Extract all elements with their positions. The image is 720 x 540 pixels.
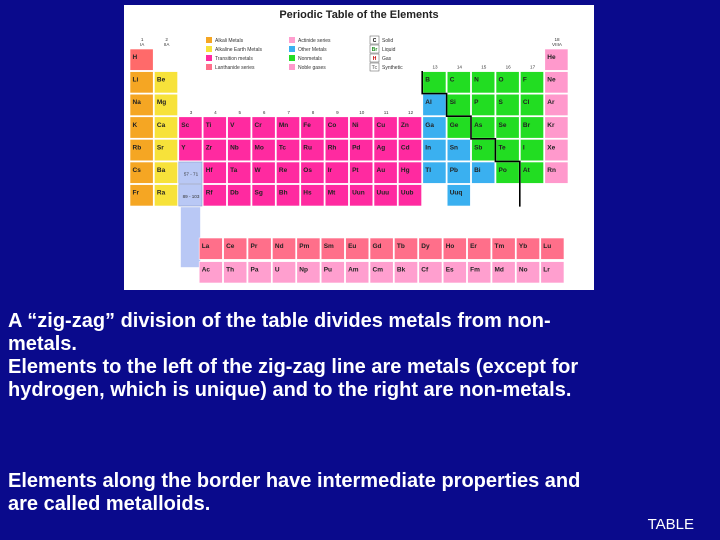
element-symbol: C [449,76,455,84]
element-cell-tc [276,139,299,160]
element-cell-uuq [447,185,470,206]
element-cell-hs [301,185,324,206]
element-cell-he [545,49,568,70]
element-symbol: Tm [494,243,505,250]
element-symbol: Tb [396,243,405,250]
figure-title: Periodic Table of the Elements [279,9,439,21]
element-symbol: Pm [299,243,310,250]
legend-label: Transition metals [215,56,253,62]
element-symbol: Ac [201,266,211,274]
element-symbol: Ge [449,121,459,129]
element-cell-ge [447,117,470,138]
element-cell-se [496,117,519,138]
element-symbol: Rn [547,167,556,174]
element-cell-nd [272,238,295,259]
group-number: 17 [530,64,536,70]
element-symbol: Eu [348,243,357,250]
element-cell-er [468,238,491,259]
element-cell-sb [472,139,495,160]
element-symbol: Md [494,266,504,274]
element-symbol: Hs [303,189,312,197]
element-symbol: Zr [205,144,213,152]
element-cell-ga [423,117,446,138]
element-cell-ta [228,162,251,183]
element-symbol: Ra [156,189,166,197]
element-symbol: W [254,167,261,174]
element-cell-es [443,262,466,283]
group-number: 11 [383,109,389,115]
legend-swatch [289,37,295,43]
intro-line-1: A “zig-zag” division of the table divides metals from non- [8,310,551,332]
element-cell-v [228,117,251,138]
element-symbol: Uuq [449,189,463,197]
element-symbol: At [522,167,530,174]
group-number: 10 [359,109,365,115]
element-cell-db [228,185,251,206]
element-cell-mt [325,185,348,206]
element-symbol: Se [498,121,507,129]
element-symbol: Mg [156,99,167,107]
element-symbol: Po [498,167,507,174]
element-cell-ne [545,72,568,93]
element-symbol: As [474,121,483,129]
element-cell-pr [248,238,271,259]
group-number: 18 [554,37,560,42]
legend-label: Gas [382,56,392,62]
element-cell-al [423,94,446,115]
element-cell-pd [350,139,373,160]
legend-state-code: Br [371,47,378,53]
element-symbol: Rf [205,189,213,197]
element-cell-tl [423,162,446,183]
element-symbol: Ru [303,144,312,152]
element-symbol: Pt [352,167,359,174]
legend-label: Actinide series [298,38,331,44]
element-symbol: Lu [543,243,552,250]
element-cell-pu [321,262,344,283]
metalloid-line-2: are called metalloids. [8,493,211,515]
element-cell-na [130,94,153,115]
element-symbol: Gd [372,243,382,250]
group-number: 13 [432,64,438,70]
element-cell-br [520,117,543,138]
element-symbol: Sn [449,144,459,152]
element-symbol: Lr [543,266,550,274]
element-cell-li [130,72,153,93]
group-number: 1 [140,37,144,42]
intro-paragraph [8,310,713,402]
element-cell-pm [297,238,320,259]
legend-swatch [206,46,212,52]
element-symbol: Cl [522,99,530,107]
group-number: 5 [238,109,242,115]
intro-line-2: metals. [8,333,77,355]
element-cell-te [496,139,519,160]
group-number: 2 [165,37,168,42]
element-cell-cr [252,117,275,138]
element-cell-pt [350,162,373,183]
element-cell-os [301,162,324,183]
element-cell-dy [419,238,442,259]
element-symbol: Re [278,167,288,174]
element-cell-rh [325,139,348,160]
intro-line-4: hydrogen, which is unique) and to the right are non-metals. [8,379,572,401]
element-cell-f [520,72,543,93]
element-symbol: He [547,54,556,61]
element-cell-rf [203,185,226,206]
element-cell-be [154,72,177,93]
series-connector [181,207,200,267]
element-symbol: Mn [278,121,289,129]
metalloid-paragraph [8,470,713,516]
legend-label: Nonmetals [298,56,322,62]
group-number: 3 [189,109,193,115]
element-symbol: Cm [372,266,383,274]
legend-state-code: H [372,56,377,62]
element-cell-w [252,162,275,183]
element-cell-tm [492,238,515,259]
element-cell-gd [370,238,393,259]
element-cell-at [520,162,543,183]
element-symbol: Ag [376,144,386,152]
element-symbol: I [522,144,525,152]
element-cell-am [346,262,369,283]
element-cell-s [496,94,519,115]
element-cell-p [472,94,495,115]
element-symbol: Ta [230,167,238,174]
periodic-table-image [124,5,594,290]
element-symbol: Os [303,167,312,174]
legend-state-code: Tc [371,65,378,71]
element-cell-hf [203,162,226,183]
element-cell-lr [541,262,564,283]
element-cell-mo [252,139,275,160]
element-cell-o [496,72,519,93]
group-number: 7 [287,109,290,115]
element-cell-uuu [374,185,397,206]
element-cell-bk [394,262,417,283]
element-symbol: Ar [547,99,555,107]
element-symbol: Uun [352,189,365,197]
element-cell-u [272,262,295,283]
element-symbol: Am [348,266,359,274]
element-cell-fr [130,185,153,206]
element-cell-kr [545,117,568,138]
element-cell-xe [545,139,568,160]
element-cell-ir [325,162,348,183]
group-number: 9 [336,109,339,115]
element-cell-pa [248,262,271,283]
element-cell-co [325,117,348,138]
element-symbol: Zn [400,121,409,129]
element-cell-ar [545,94,568,115]
element-cell-b [423,72,446,93]
element-symbol: V [230,121,235,129]
element-symbol: Cu [376,121,386,129]
element-cell-au [374,162,397,183]
legend-label: Solid [382,38,394,44]
element-symbol: Au [376,167,386,174]
legend-label: Alkali Metals [215,38,244,44]
element-symbol: Ni [352,121,359,129]
element-symbol: Sg [254,189,263,197]
element-symbol: Bk [396,266,406,274]
element-symbol: Dy [421,243,430,250]
element-cell-ag [374,139,397,160]
element-cell-sn [447,139,470,160]
element-symbol: Pd [352,144,361,152]
element-symbol: Ga [425,121,434,129]
legend-swatch [206,37,212,43]
group-number: 4 [214,109,217,115]
element-cell-uub [398,185,421,206]
element-symbol: Sc [181,121,190,129]
element-symbol: Sm [323,243,334,250]
element-symbol: Th [226,266,235,274]
element-symbol: Y [181,144,186,152]
element-symbol: F [522,76,527,84]
periodic-table-graphic [124,5,594,290]
element-symbol: S [498,99,503,107]
group-number: 14 [456,64,462,70]
element-symbol: Bi [474,167,481,174]
group-number: 8 [311,109,315,115]
element-cell-ac [199,262,222,283]
element-symbol: Li [132,76,139,84]
element-symbol: Na [132,99,141,107]
legend-swatch [206,64,212,70]
element-cell-np [297,262,320,283]
legend-swatch [289,64,295,70]
group-roman: IA [140,42,145,47]
element-cell-fe [301,117,324,138]
element-cell-cm [370,262,393,283]
element-symbol: O [498,76,504,84]
element-cell-zn [398,117,421,138]
legend-label: Liquid [382,47,396,53]
element-symbol: Cs [132,167,141,174]
element-cell-pb [447,162,470,183]
element-symbol: Tc [278,144,287,152]
element-symbol: Xe [547,144,556,152]
group-number: 15 [481,64,487,70]
element-cell-tb [394,238,417,259]
element-cell-sc [179,117,202,138]
element-symbol: Ba [156,167,166,174]
element-symbol: Db [230,189,239,197]
element-cell-re [276,162,299,183]
element-cell-po [496,162,519,183]
element-cell-eu [346,238,369,259]
element-symbol: K [132,121,138,129]
element-symbol: Cd [400,144,410,152]
element-cell-sm [321,238,344,259]
element-cell-la [199,238,222,259]
element-symbol: Fe [303,121,311,129]
element-cell-uun [350,185,373,206]
element-symbol: Nd [274,243,284,250]
legend-label: Synthetic [382,65,403,71]
group-number: 6 [262,109,266,115]
element-cell-ca [154,117,177,138]
element-cell-md [492,262,515,283]
element-symbol: Tl [425,167,432,174]
legend-label: Lanthanide series [215,65,255,71]
element-cell-ce [224,238,247,259]
element-cell-cf [419,262,442,283]
element-symbol: P [474,99,479,107]
element-symbol: Rb [132,144,142,152]
element-cell-c [447,72,470,93]
element-cell-rn [545,162,568,183]
element-cell-hg [398,162,421,183]
element-cell-cs [130,162,153,183]
element-cell-nb [228,139,251,160]
element-cell-sr [154,139,177,160]
element-cell-bh [276,185,299,206]
element-cell-mg [154,94,177,115]
element-cell-rb [130,139,153,160]
element-cell-lu [541,238,564,259]
group-roman: VIIIA [552,42,562,47]
element-symbol: Ca [156,121,166,129]
element-cell-ho [443,238,466,259]
legend-swatch [206,55,212,61]
element-cell-si [447,94,470,115]
element-symbol: Yb [518,243,528,250]
element-cell-i [520,139,543,160]
element-symbol: Si [449,99,456,107]
element-cell-cu [374,117,397,138]
element-symbol: N [474,76,479,84]
element-symbol: Ho [445,243,455,250]
legend-label: Other Metals [298,47,327,53]
element-cell-cl [520,94,543,115]
element-symbol: Fr [132,189,139,197]
element-cell-n [472,72,495,93]
element-symbol: Co [327,121,337,129]
element-cell-zr [203,139,226,160]
element-symbol: H [132,54,138,61]
element-cell-ra [154,185,177,206]
element-symbol: Uuu [376,189,390,197]
element-symbol: Te [498,144,506,152]
element-symbol: Mt [327,189,336,197]
element-symbol: Hf [205,167,213,174]
element-symbol: Mo [254,144,264,152]
group-number: 12 [408,109,414,115]
element-symbol: Nb [230,144,239,152]
element-cell-y [179,139,202,160]
element-cell-ba [154,162,177,183]
element-symbol: Rh [327,144,337,152]
element-cell-ti [203,117,226,138]
element-symbol: Er [470,243,477,250]
element-symbol: Es [445,266,454,274]
element-symbol: Hg [400,167,410,174]
element-symbol: Sb [474,144,483,152]
element-cell-fm [468,262,491,283]
legend-label: Noble gases [298,65,326,71]
element-cell-in [423,139,446,160]
table-link[interactable]: TABLE [647,516,694,533]
element-cell-bi [472,162,495,183]
element-cell-no [516,262,539,283]
element-symbol: Pb [449,167,459,174]
group-number: 16 [505,64,511,70]
element-symbol: Ti [205,121,212,129]
element-cell-k [130,117,153,138]
element-symbol: Pa [250,266,259,274]
element-cell-h [130,49,153,70]
element-cell-cd [398,139,421,160]
element-symbol: Cf [421,266,429,274]
element-cell-mn [276,117,299,138]
element-symbol: Fm [470,266,480,274]
element-symbol: No [518,266,528,274]
element-symbol: La [201,243,210,250]
intro-line-3: Elements to the left of the zig-zag line are metals (except for [8,356,579,378]
element-symbol: Br [522,121,531,129]
metalloid-line-1: Elements along the border have intermediate properties and [8,470,581,492]
element-cell-yb [516,238,539,259]
element-symbol: Pr [250,243,258,250]
element-symbol: B [425,76,431,84]
element-cell-th [224,262,247,283]
series-marker-label: 57 - 71 [183,171,199,177]
element-symbol: Bh [278,189,288,197]
element-symbol: U [274,266,280,274]
element-cell-ni [350,117,373,138]
legend-swatch [289,55,295,61]
series-marker-label: 89 - 103 [182,193,200,199]
element-symbol: Cr [254,121,262,129]
element-cell-ru [301,139,324,160]
element-symbol: Np [299,266,308,274]
element-symbol: Be [156,76,166,84]
element-symbol: Ce [226,243,235,250]
element-symbol: In [425,144,432,152]
legend-label: Alkaline Earth Metals [215,47,262,53]
element-symbol: Kr [547,121,555,129]
element-symbol: Ne [547,76,556,84]
element-cell-as [472,117,495,138]
element-symbol: Al [425,99,432,107]
legend-state-code: C [372,38,377,44]
element-symbol: Ir [327,167,333,174]
element-symbol: Uub [400,189,414,197]
element-symbol: Pu [323,266,333,274]
group-roman: IIA [163,42,170,47]
legend-swatch [289,46,295,52]
element-cell-sg [252,185,275,206]
element-symbol: Sr [156,144,164,152]
